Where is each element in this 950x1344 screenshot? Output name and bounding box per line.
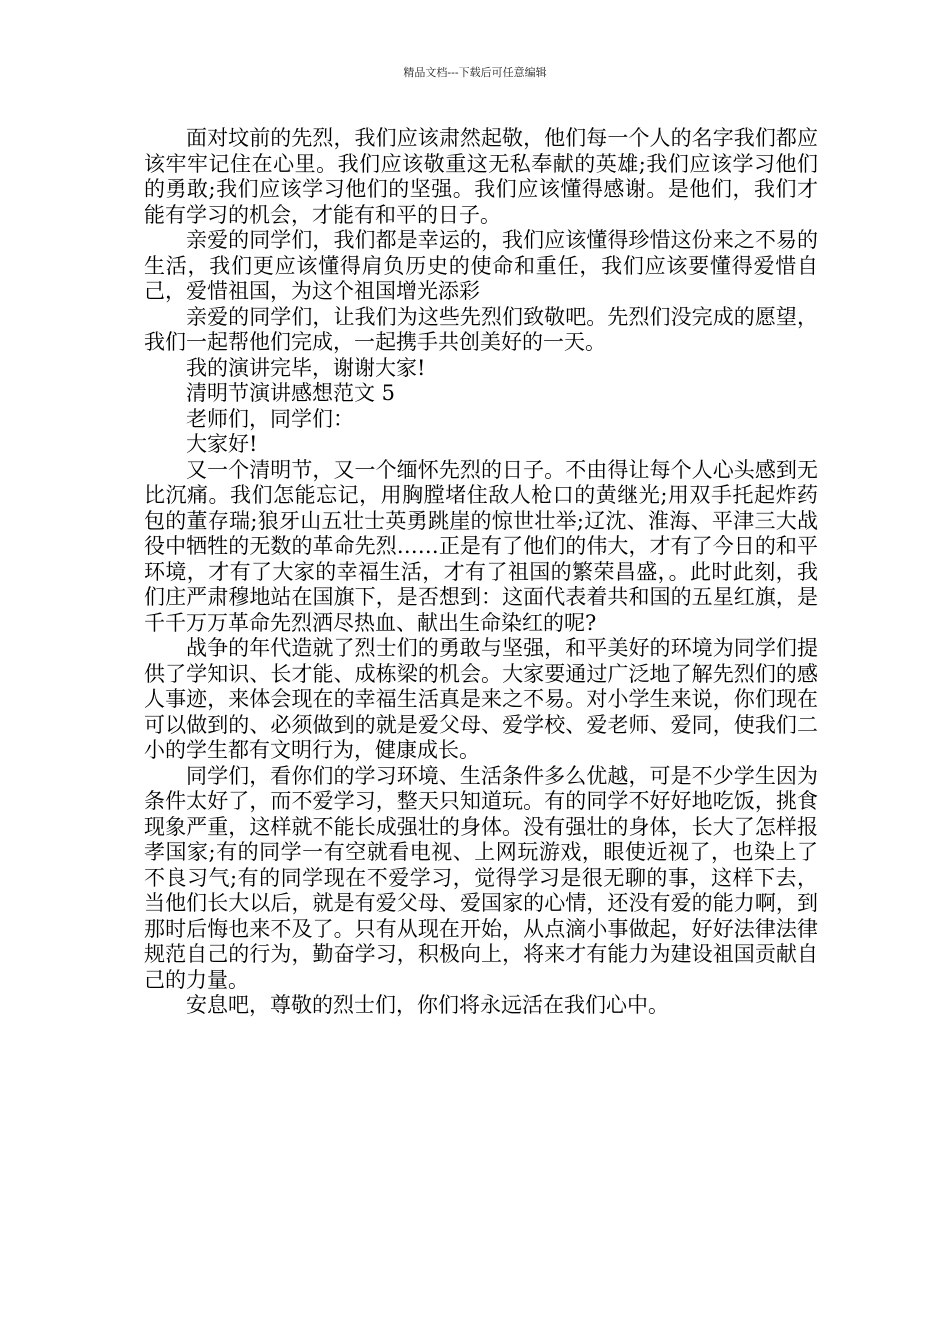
document-body [144, 126, 818, 1019]
paragraph-8: 又一个清明节，又一个缅怀先烈的日子。不由得让每个人心头感到无比沉痛。我们怎能忘记，用胸膛堵住敌人枪口的黄继光;用双手托起炸药包的董存瑞;狼牙山五壮士英勇跳崖的惊世壮举;辽沈、淮海、平津三大战役中牺牲的无数的革命先烈……正是有了他们的伟大，才有了今日的和平环境，才有了大家的幸福生活，才有了祖国的繁荣昌盛，。此时此刻，我们庄严肃穆地站在国旗下，是否想到：这面代表着共和国的五星红旗，是千千万万革命先烈洒尽热血、献出生命染红的呢? [144, 457, 818, 635]
page-header: 精品文档---下载后可任意编辑 [403, 66, 547, 79]
paragraph-4: 我的演讲完毕，谢谢大家! [186, 355, 426, 380]
greeting: 大家好! [186, 432, 258, 456]
section-title: 清明节演讲感想范文 5 [186, 381, 396, 405]
salutation: 老师们，同学们： [186, 406, 354, 431]
paragraph-10: 同学们，看你们的学习环境、生活条件多么优越，可是不少学生因为条件太好了，而不爱学习，整天只知道玩。有的同学不好好地吃饭，挑食现象严重，这样就不能长成强壮的身体。没有强壮的身体，长大了怎样报孝国家;有的同学一有空就看电视、上网玩游戏，眼使近视了，也染上了不良习气;有的同学现在不爱学习，觉得学习是很无聊的事，这样下去，当他们长大以后，就是有爱父母、爱国家的心情，还没有爱的能力啊，到那时后悔也来不及了。只有从现在开始，从点滴小事做起，好好法律法律规范自己的行为，勤奋学习，积极向上，将来才有能力为建设祖国贡献自己的力量。 [144, 763, 818, 992]
paragraph-3: 亲爱的同学们，让我们为这些先烈们致敬吧。先烈们没完成的愿望，我们一起帮他们完成，一起携手共创美好的一天。 [144, 304, 818, 354]
paragraph-1: 面对坟前的先烈，我们应该肃然起敬，他们每一个人的名字我们都应该牢牢记住在心里。我们应该敬重这无私奉献的英雄;我们应该学习他们的勇敢;我们应该学习他们的坚强。我们应该懂得感谢。是他们，我们才能有学习的机会，才能有和平的日子。 [144, 126, 818, 227]
paragraph-11: 安息吧，尊敬的烈士们，你们将永远活在我们心中。 [186, 993, 669, 1017]
paragraph-9: 战争的年代造就了烈士们的勇敢与坚强，和平美好的环境为同学们提供了学知识、长才能、成栋梁的机会。大家要通过广泛地了解先烈们的感人事迹，来体会现在的幸福生活真是来之不易。对小学生来说，你们现在可以做到的、必须做到的就是爱父母、爱学校、爱老师、爱同，使我们二小的学生都有文明行为，健康成长。 [144, 636, 818, 762]
paragraph-2: 亲爱的同学们，我们都是幸运的，我们应该懂得珍惜这份来之不易的生活，我们更应该懂得肩负历史的使命和重任，我们应该要懂得爱惜自己，爱惜祖国，为这个祖国增光添彩 [144, 228, 818, 303]
